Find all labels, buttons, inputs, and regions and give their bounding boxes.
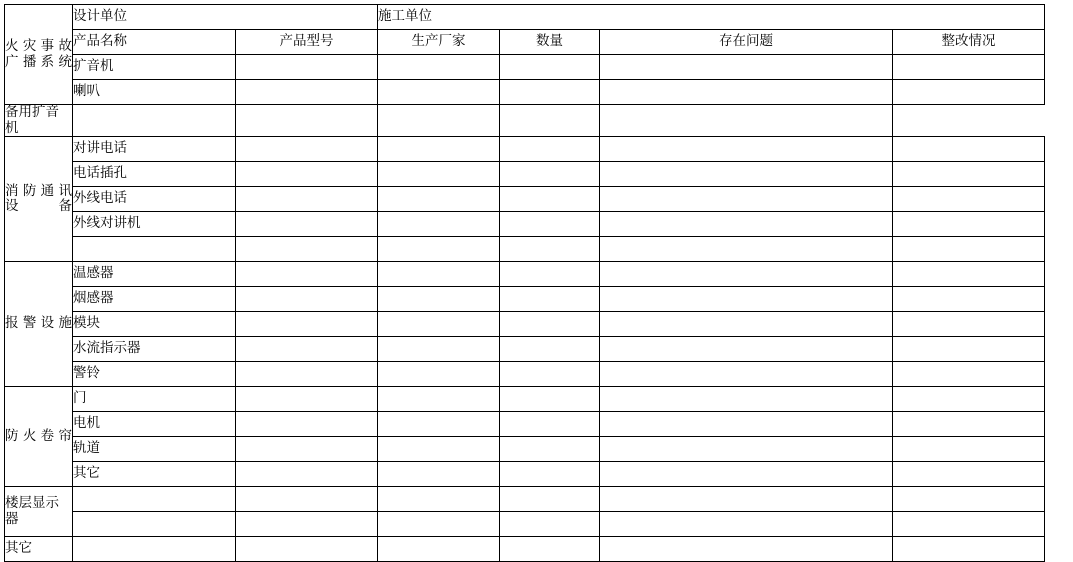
table-row (5, 412, 1045, 437)
table-row (5, 80, 1045, 105)
group-label-fire-shutter-text: 防火卷帘 (5, 427, 72, 444)
table-row (5, 512, 1045, 537)
item-name-text: 其它 (73, 465, 100, 482)
item-issues-cell[interactable] (600, 80, 893, 105)
group-label-broadcast-text: 火灾事故广播系统 (5, 37, 72, 70)
item-name-cell[interactable] (5, 105, 73, 137)
item-issues-cell[interactable] (600, 387, 893, 412)
item-quantity-cell[interactable] (378, 105, 500, 137)
item-name-text: 电机 (73, 415, 100, 432)
table-row-columns (5, 30, 1045, 55)
item-quantity-cell[interactable] (500, 362, 600, 387)
item-model-cell[interactable] (236, 212, 378, 237)
item-rectification-cell[interactable] (893, 212, 1045, 237)
item-rectification-cell[interactable] (893, 162, 1045, 187)
table-row (5, 212, 1045, 237)
item-name-text: 扩音机 (73, 58, 114, 75)
table-row (5, 105, 1045, 137)
item-name-cell[interactable] (73, 287, 236, 312)
item-name-cell[interactable] (73, 162, 236, 187)
item-model-cell[interactable] (236, 337, 378, 362)
item-name-text: 模块 (73, 315, 100, 332)
item-manufacturer-cell[interactable] (378, 187, 500, 212)
item-issues-cell[interactable] (600, 412, 893, 437)
item-quantity-cell[interactable] (500, 487, 600, 512)
table-row (5, 287, 1045, 312)
item-quantity-cell[interactable] (500, 462, 600, 487)
table-row (5, 537, 1045, 562)
item-name-text: 轨道 (73, 440, 100, 457)
item-manufacturer-cell[interactable] (378, 387, 500, 412)
item-rectification-cell[interactable] (893, 287, 1045, 312)
item-name-cell[interactable] (73, 387, 236, 412)
item-manufacturer-cell[interactable] (378, 312, 500, 337)
item-model-cell[interactable] (236, 312, 378, 337)
item-name-text: 备用扩音机 (5, 104, 59, 136)
item-quantity-cell[interactable] (500, 212, 600, 237)
column-header-rectification-text: 整改情况 (941, 33, 996, 50)
item-quantity-cell[interactable] (500, 512, 600, 537)
construction-unit-label: 施工单位 (378, 8, 432, 25)
item-name-text: 水流指示器 (73, 340, 141, 357)
column-header-issues (600, 30, 893, 55)
item-model-cell[interactable] (236, 55, 378, 80)
item-rectification-cell[interactable] (893, 512, 1045, 537)
item-issues-cell[interactable] (600, 137, 893, 162)
item-issues-cell[interactable] (600, 187, 893, 212)
item-model-cell[interactable] (236, 462, 378, 487)
item-quantity-cell[interactable] (500, 337, 600, 362)
item-rectification-cell[interactable] (893, 137, 1045, 162)
table-row (5, 237, 1045, 262)
item-model-cell[interactable] (236, 512, 378, 537)
item-model-cell[interactable] (236, 362, 378, 387)
item-rectification-cell[interactable] (893, 80, 1045, 105)
inspection-table (4, 4, 1045, 562)
item-model-cell[interactable] (236, 187, 378, 212)
item-rectification-cell[interactable] (893, 237, 1045, 262)
column-header-quantity (500, 30, 600, 55)
item-model-cell[interactable] (236, 537, 378, 562)
item-name-cell[interactable] (73, 55, 236, 80)
item-name-text: 外线对讲机 (73, 215, 141, 232)
item-issues-cell[interactable] (600, 337, 893, 362)
item-quantity-cell[interactable] (500, 287, 600, 312)
item-issues-cell[interactable] (600, 262, 893, 287)
item-model-cell[interactable] (236, 262, 378, 287)
group-label-other-text: 其它 (5, 540, 32, 557)
group-label-broadcast (5, 5, 73, 105)
item-name-cell[interactable] (73, 487, 236, 512)
item-manufacturer-cell[interactable] (378, 80, 500, 105)
group-label-communication (5, 137, 73, 262)
table-row (5, 337, 1045, 362)
item-rectification-cell[interactable] (893, 312, 1045, 337)
group-label-communication-text: 消防通讯设备 (5, 182, 72, 215)
item-name-cell[interactable] (73, 137, 236, 162)
table-row (5, 55, 1045, 80)
item-model-cell[interactable] (236, 287, 378, 312)
item-manufacturer-cell[interactable] (378, 362, 500, 387)
item-name-text: 外线电话 (73, 190, 127, 207)
table-row (5, 487, 1045, 512)
table-row (5, 262, 1045, 287)
item-rectification-cell[interactable] (893, 187, 1045, 212)
item-rectification-cell[interactable] (893, 462, 1045, 487)
item-name-cell[interactable] (73, 237, 236, 262)
item-quantity-cell[interactable] (500, 55, 600, 80)
item-issues-cell[interactable] (600, 162, 893, 187)
group-label-alarm (5, 262, 73, 387)
item-issues-cell[interactable] (500, 105, 600, 137)
item-issues-cell[interactable] (600, 312, 893, 337)
item-name-cell[interactable] (73, 212, 236, 237)
item-model-cell[interactable] (236, 412, 378, 437)
item-manufacturer-cell[interactable] (378, 487, 500, 512)
item-quantity-cell[interactable] (500, 537, 600, 562)
item-quantity-cell[interactable] (500, 312, 600, 337)
item-name-cell[interactable] (73, 437, 236, 462)
item-quantity-cell[interactable] (500, 137, 600, 162)
item-model-cell[interactable] (236, 137, 378, 162)
item-issues-cell[interactable] (600, 212, 893, 237)
item-name-text: 烟感器 (73, 290, 114, 307)
item-manufacturer-cell[interactable] (378, 462, 500, 487)
item-name-text: 温感器 (73, 265, 114, 282)
item-manufacturer-cell[interactable] (378, 337, 500, 362)
item-rectification-cell[interactable] (893, 437, 1045, 462)
item-issues-cell[interactable] (600, 462, 893, 487)
item-issues-cell[interactable] (600, 537, 893, 562)
table-row (5, 387, 1045, 412)
item-issues-cell[interactable] (600, 237, 893, 262)
item-manufacturer-cell[interactable] (378, 287, 500, 312)
item-quantity-cell[interactable] (500, 237, 600, 262)
column-header-product-model-text: 产品型号 (279, 33, 334, 50)
item-rectification-cell[interactable] (893, 387, 1045, 412)
table-row (5, 162, 1045, 187)
item-model-cell[interactable] (236, 437, 378, 462)
column-header-product-model (236, 30, 378, 55)
item-name-cell[interactable] (73, 412, 236, 437)
group-label-alarm-text: 报警设施 (5, 315, 72, 332)
item-rectification-cell[interactable] (893, 262, 1045, 287)
column-header-rectification (893, 30, 1045, 55)
item-quantity-cell[interactable] (500, 262, 600, 287)
item-manufacturer-cell[interactable] (378, 162, 500, 187)
item-name-cell[interactable] (73, 462, 236, 487)
item-quantity-cell[interactable] (500, 80, 600, 105)
item-manufacturer-cell[interactable] (378, 212, 500, 237)
item-manufacturer-cell[interactable] (378, 137, 500, 162)
item-rectification-cell[interactable] (893, 412, 1045, 437)
item-name-text: 电话插孔 (73, 165, 127, 182)
item-model-cell[interactable] (236, 162, 378, 187)
table-row (5, 137, 1045, 162)
column-header-product-name-text: 产品名称 (73, 33, 127, 50)
item-name-text: 对讲电话 (73, 140, 127, 157)
item-name-cell[interactable] (73, 262, 236, 287)
table-row (5, 462, 1045, 487)
group-label-floor-display (5, 487, 73, 537)
construction-unit-cell[interactable] (378, 5, 1045, 30)
item-name-cell[interactable] (73, 337, 236, 362)
item-name-text: 喇叭 (73, 83, 100, 100)
item-issues-cell[interactable] (600, 362, 893, 387)
column-header-issues-text: 存在问题 (719, 33, 773, 50)
item-model-cell[interactable] (236, 487, 378, 512)
item-manufacturer-cell[interactable] (378, 412, 500, 437)
table-row-units (5, 5, 1045, 30)
item-manufacturer-cell[interactable] (236, 105, 378, 137)
item-name-cell[interactable] (73, 187, 236, 212)
item-issues-cell[interactable] (600, 487, 893, 512)
item-issues-cell[interactable] (600, 287, 893, 312)
item-name-cell[interactable] (73, 362, 236, 387)
item-rectification-cell[interactable] (893, 487, 1045, 512)
group-label-fire-shutter (5, 387, 73, 487)
item-model-cell[interactable] (236, 237, 378, 262)
table-row (5, 362, 1045, 387)
item-rectification-cell[interactable] (893, 337, 1045, 362)
group-label-other (5, 537, 73, 562)
design-unit-cell[interactable] (73, 5, 378, 30)
item-manufacturer-cell[interactable] (378, 237, 500, 262)
item-manufacturer-cell[interactable] (378, 262, 500, 287)
form-sheet (0, 4, 1073, 557)
item-rectification-cell[interactable] (893, 362, 1045, 387)
item-rectification-cell[interactable] (600, 105, 893, 137)
item-manufacturer-cell[interactable] (378, 512, 500, 537)
column-header-product-name (73, 30, 236, 55)
item-name-cell[interactable] (73, 537, 236, 562)
item-issues-cell[interactable] (600, 512, 893, 537)
item-issues-cell[interactable] (600, 55, 893, 80)
group-label-floor-display-text: 楼层显示器 (5, 495, 59, 527)
item-rectification-cell[interactable] (893, 55, 1045, 80)
item-name-text: 警铃 (73, 365, 100, 382)
item-quantity-cell[interactable] (500, 187, 600, 212)
table-row (5, 187, 1045, 212)
item-quantity-cell[interactable] (500, 412, 600, 437)
item-issues-cell[interactable] (600, 437, 893, 462)
item-model-cell[interactable] (236, 387, 378, 412)
item-model-cell[interactable] (236, 80, 378, 105)
item-quantity-cell[interactable] (500, 387, 600, 412)
table-row (5, 437, 1045, 462)
item-quantity-cell[interactable] (500, 162, 600, 187)
item-name-cell[interactable] (73, 80, 236, 105)
item-model-cell[interactable] (73, 105, 236, 137)
design-unit-label: 设计单位 (73, 8, 127, 25)
item-manufacturer-cell[interactable] (378, 537, 500, 562)
item-name-cell[interactable] (73, 512, 236, 537)
table-row (5, 312, 1045, 337)
column-header-manufacturer (378, 30, 500, 55)
column-header-quantity-text: 数量 (536, 33, 563, 50)
item-rectification-cell[interactable] (893, 537, 1045, 562)
column-header-manufacturer-text: 生产厂家 (411, 33, 466, 50)
item-quantity-cell[interactable] (500, 437, 600, 462)
item-manufacturer-cell[interactable] (378, 55, 500, 80)
item-manufacturer-cell[interactable] (378, 437, 500, 462)
item-name-text: 门 (73, 390, 87, 407)
item-name-cell[interactable] (73, 312, 236, 337)
